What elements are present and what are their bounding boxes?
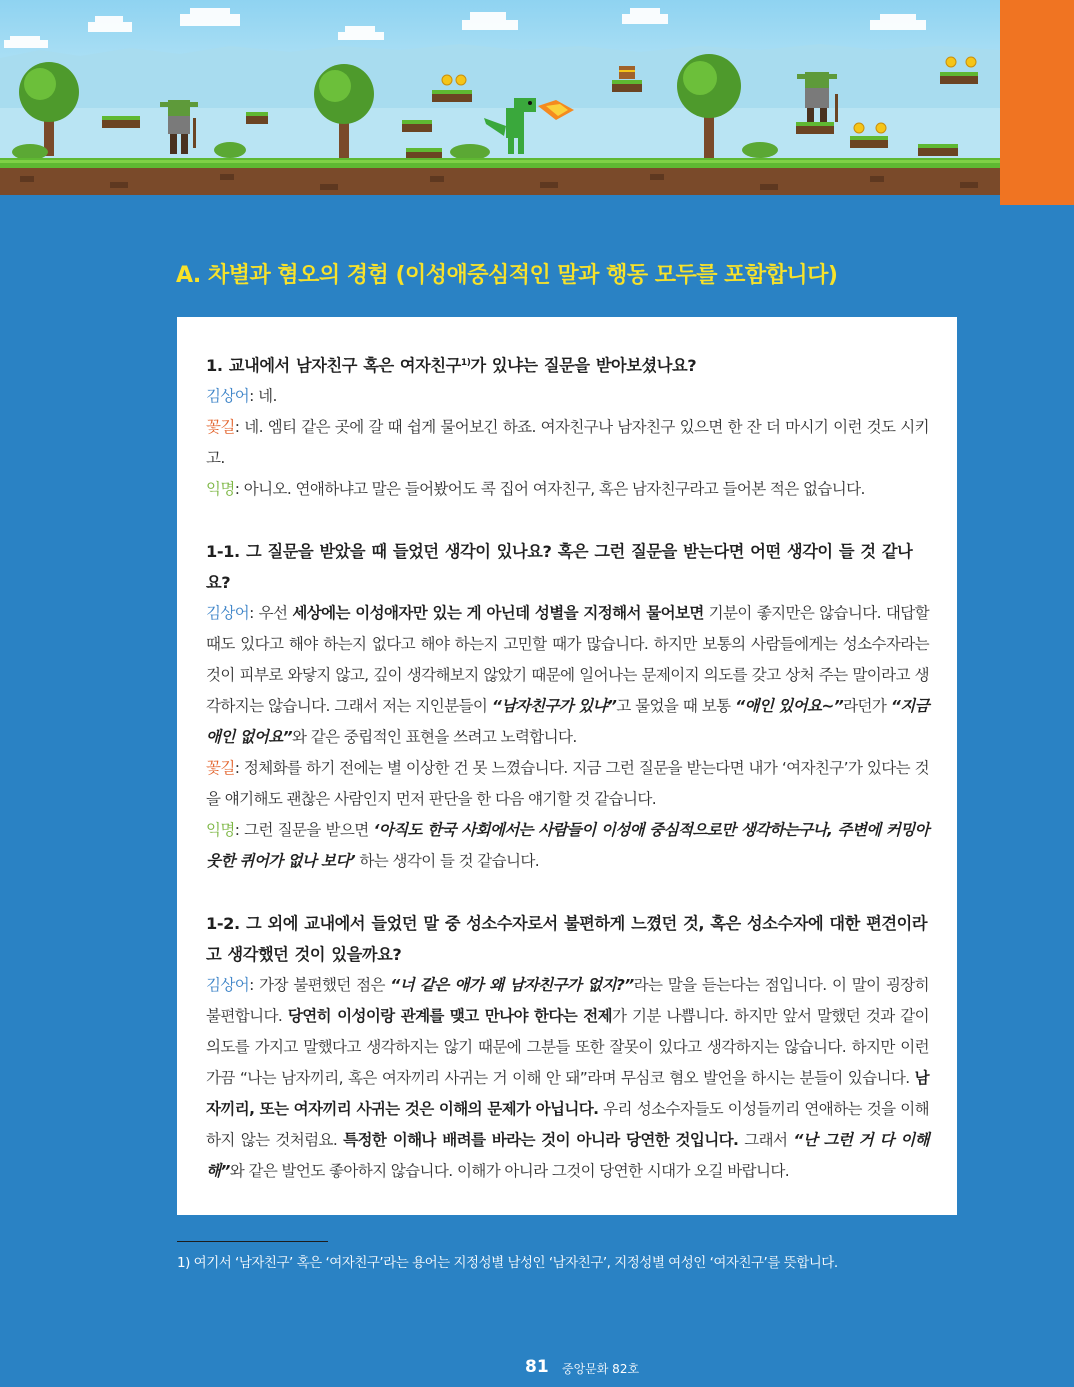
answer-text: 라던가 — [843, 697, 891, 715]
speaker-name: 김상어 — [206, 604, 250, 622]
issue-label: 중앙문화 82호 — [562, 1362, 640, 1376]
answer-text: : 우선 — [249, 604, 293, 622]
interview-card — [177, 317, 957, 1215]
answer-text: : 네. — [249, 387, 277, 405]
emphasis-text: 세상에는 이성애자만 있는 게 아닌데 성별을 지정해서 물어보면 — [292, 604, 704, 622]
speaker-name: 김상어 — [206, 387, 250, 405]
spacer — [206, 877, 929, 908]
answer-1-anonymous — [206, 474, 929, 505]
section-heading: A. 차별과 혐오의 경험 (이성애중심적인 말과 행동 모두를 포함합니다) — [176, 263, 838, 288]
question-1-2: 1-2. 그 외에 교내에서 들었던 말 중 성소수자로서 불편하게 느꼈던 것, 혹은 성소수자에 대한 편견이라고 생각했던 것이 있을까요? — [206, 914, 928, 964]
answer-1-1-anonymous — [206, 815, 929, 877]
pixel-game-banner — [0, 0, 1000, 195]
answer-text: 기분이 좋지만은 않습니다. 대답할 때도 있다고 해야 하는지 없다고 해야 하는지 고민할 때가 많습니다. 하지만 보통의 사람들에게는 성소수자라는 것이 피부로 와닿지 않고, 깊이 생각해보지 않았기 때문에 일어나는 문제이지 의도를 갖고 상처 주는 말이라고 생각하지는 않습니다. 그래서 저는 지인분들이 — [206, 604, 929, 715]
question-1-1: 1-1. 그 질문을 받았을 때 들었던 생각이 있나요? 혹은 그런 질문을 받는다면 어떤 생각이 들 것 같나요? — [206, 542, 913, 592]
quote-text: “애인 있어요~” — [735, 697, 844, 715]
emphasis-text: 당연히 이성이랑 관계를 맺고 만나야 한다는 전제 — [287, 1007, 613, 1025]
answer-1-kkotgil — [206, 412, 929, 474]
banner-bottom-strip — [0, 195, 1000, 205]
speaker-name: 꽃길 — [206, 759, 235, 777]
emphasis-text: 남자끼리, 또는 여자끼리 사귀는 것은 이해의 문제가 아닙니다. — [206, 1069, 929, 1118]
quote-text: “너 같은 애가 왜 남자친구가 없지?” — [390, 976, 634, 994]
answer-1-1-kkotgil — [206, 753, 929, 815]
orange-corner-tab — [1000, 0, 1074, 205]
answer-text: : 가장 불편했던 점은 — [249, 976, 391, 994]
answer-text: 와 같은 발언도 좋아하지 않습니다. 이해가 아니라 그것이 당연한 시대가 오길 바랍니다. — [229, 1162, 790, 1180]
speaker-name: 꽃길 — [206, 418, 235, 436]
answer-text: 라는 말을 듣는다는 점입니다. 이 말이 굉장히 불편합니다. — [206, 976, 929, 1025]
answer-text: 하는 생각이 들 것 같습니다. — [355, 852, 540, 870]
answer-1-kimsangeo — [206, 381, 929, 412]
answer-1-2-kimsangeo — [206, 970, 929, 1187]
spacer — [206, 505, 929, 536]
answer-text: : 아니오. 연애하냐고 말은 들어봤어도 콕 집어 여자친구, 혹은 남자친구라고 들어본 적은 없습니다. — [234, 480, 865, 498]
question-1-tail: 가 있냐는 질문을 받아보셨나요? — [470, 356, 697, 375]
answer-text: 가 기분 나쁩니다. 하지만 앞서 말했던 것과 같이 의도를 가지고 말했다고 생각하지는 않기 때문에 그분들 또한 잘못이 있다고 생각하지는 않습니다. 하지만 이런 가끔 “나는 남자끼리, 혹은 여자끼리 사귀는 거 이해 안 돼”라며 무심코 혐오 발언을 하시는 분들이 있습니다. — [206, 1007, 929, 1087]
answer-text: 와 같은 중립적인 표현을 쓰려고 노력합니다. — [292, 728, 577, 746]
question-1 — [206, 350, 929, 381]
emphasis-text: 특정한 이해나 배려를 바라는 것이 아니라 당연한 것입니다. — [343, 1131, 739, 1149]
quote-text: “난 그런 거 다 이해해” — [206, 1131, 929, 1180]
answer-text: : 정체화를 하기 전에는 별 이상한 건 못 느꼈습니다. 지금 그런 질문을 받는다면 내가 ‘여자친구’가 있다는 것을 얘기해도 괜찮은 사람인지 먼저 판단을 한 다음 얘기할 것 같습니다. — [206, 759, 929, 808]
answer-text: 고 물었을 때 보통 — [616, 697, 736, 715]
answer-1-1-kimsangeo — [206, 598, 929, 753]
pixel-landscape-illustration — [0, 0, 1000, 195]
answer-text: 그래서 — [738, 1131, 794, 1149]
quote-text: “남자친구가 있냐” — [491, 697, 617, 715]
page-number: 81 — [525, 1357, 549, 1377]
footnote-divider — [177, 1241, 328, 1242]
quote-text: ‘아직도 한국 사회에서는 사람들이 이성애 중심적으로만 생각하는구나, 주변에 커밍아웃한 퀴어가 없나 보다’ — [206, 821, 929, 870]
answer-text: : 그런 질문을 받으면 — [234, 821, 374, 839]
answer-text: 우리 성소수자들도 이성들끼리 연애하는 것을 이해하지 않는 것처럼요. — [206, 1100, 929, 1149]
footnote: 1) 여기서 ‘남자친구’ 혹은 ‘여자친구’라는 용어는 지정성별 남성인 ‘남자친구’, 지정성별 여성인 ‘여자친구’를 뜻합니다. — [177, 1255, 838, 1271]
speaker-name: 익명 — [206, 821, 235, 839]
speaker-name: 김상어 — [206, 976, 250, 994]
footnote-ref: 1) — [460, 358, 471, 368]
quote-text: “지금 애인 없어요” — [206, 697, 929, 746]
answer-text: : 네. 엠티 같은 곳에 갈 때 쉽게 물어보긴 하죠. 여자친구나 남자친구 있으면 한 잔 더 마시기 이런 것도 시키고. — [206, 418, 929, 467]
speaker-name: 익명 — [206, 480, 235, 498]
question-1-text: 1. 교내에서 남자친구 혹은 여자친구 — [206, 356, 461, 375]
